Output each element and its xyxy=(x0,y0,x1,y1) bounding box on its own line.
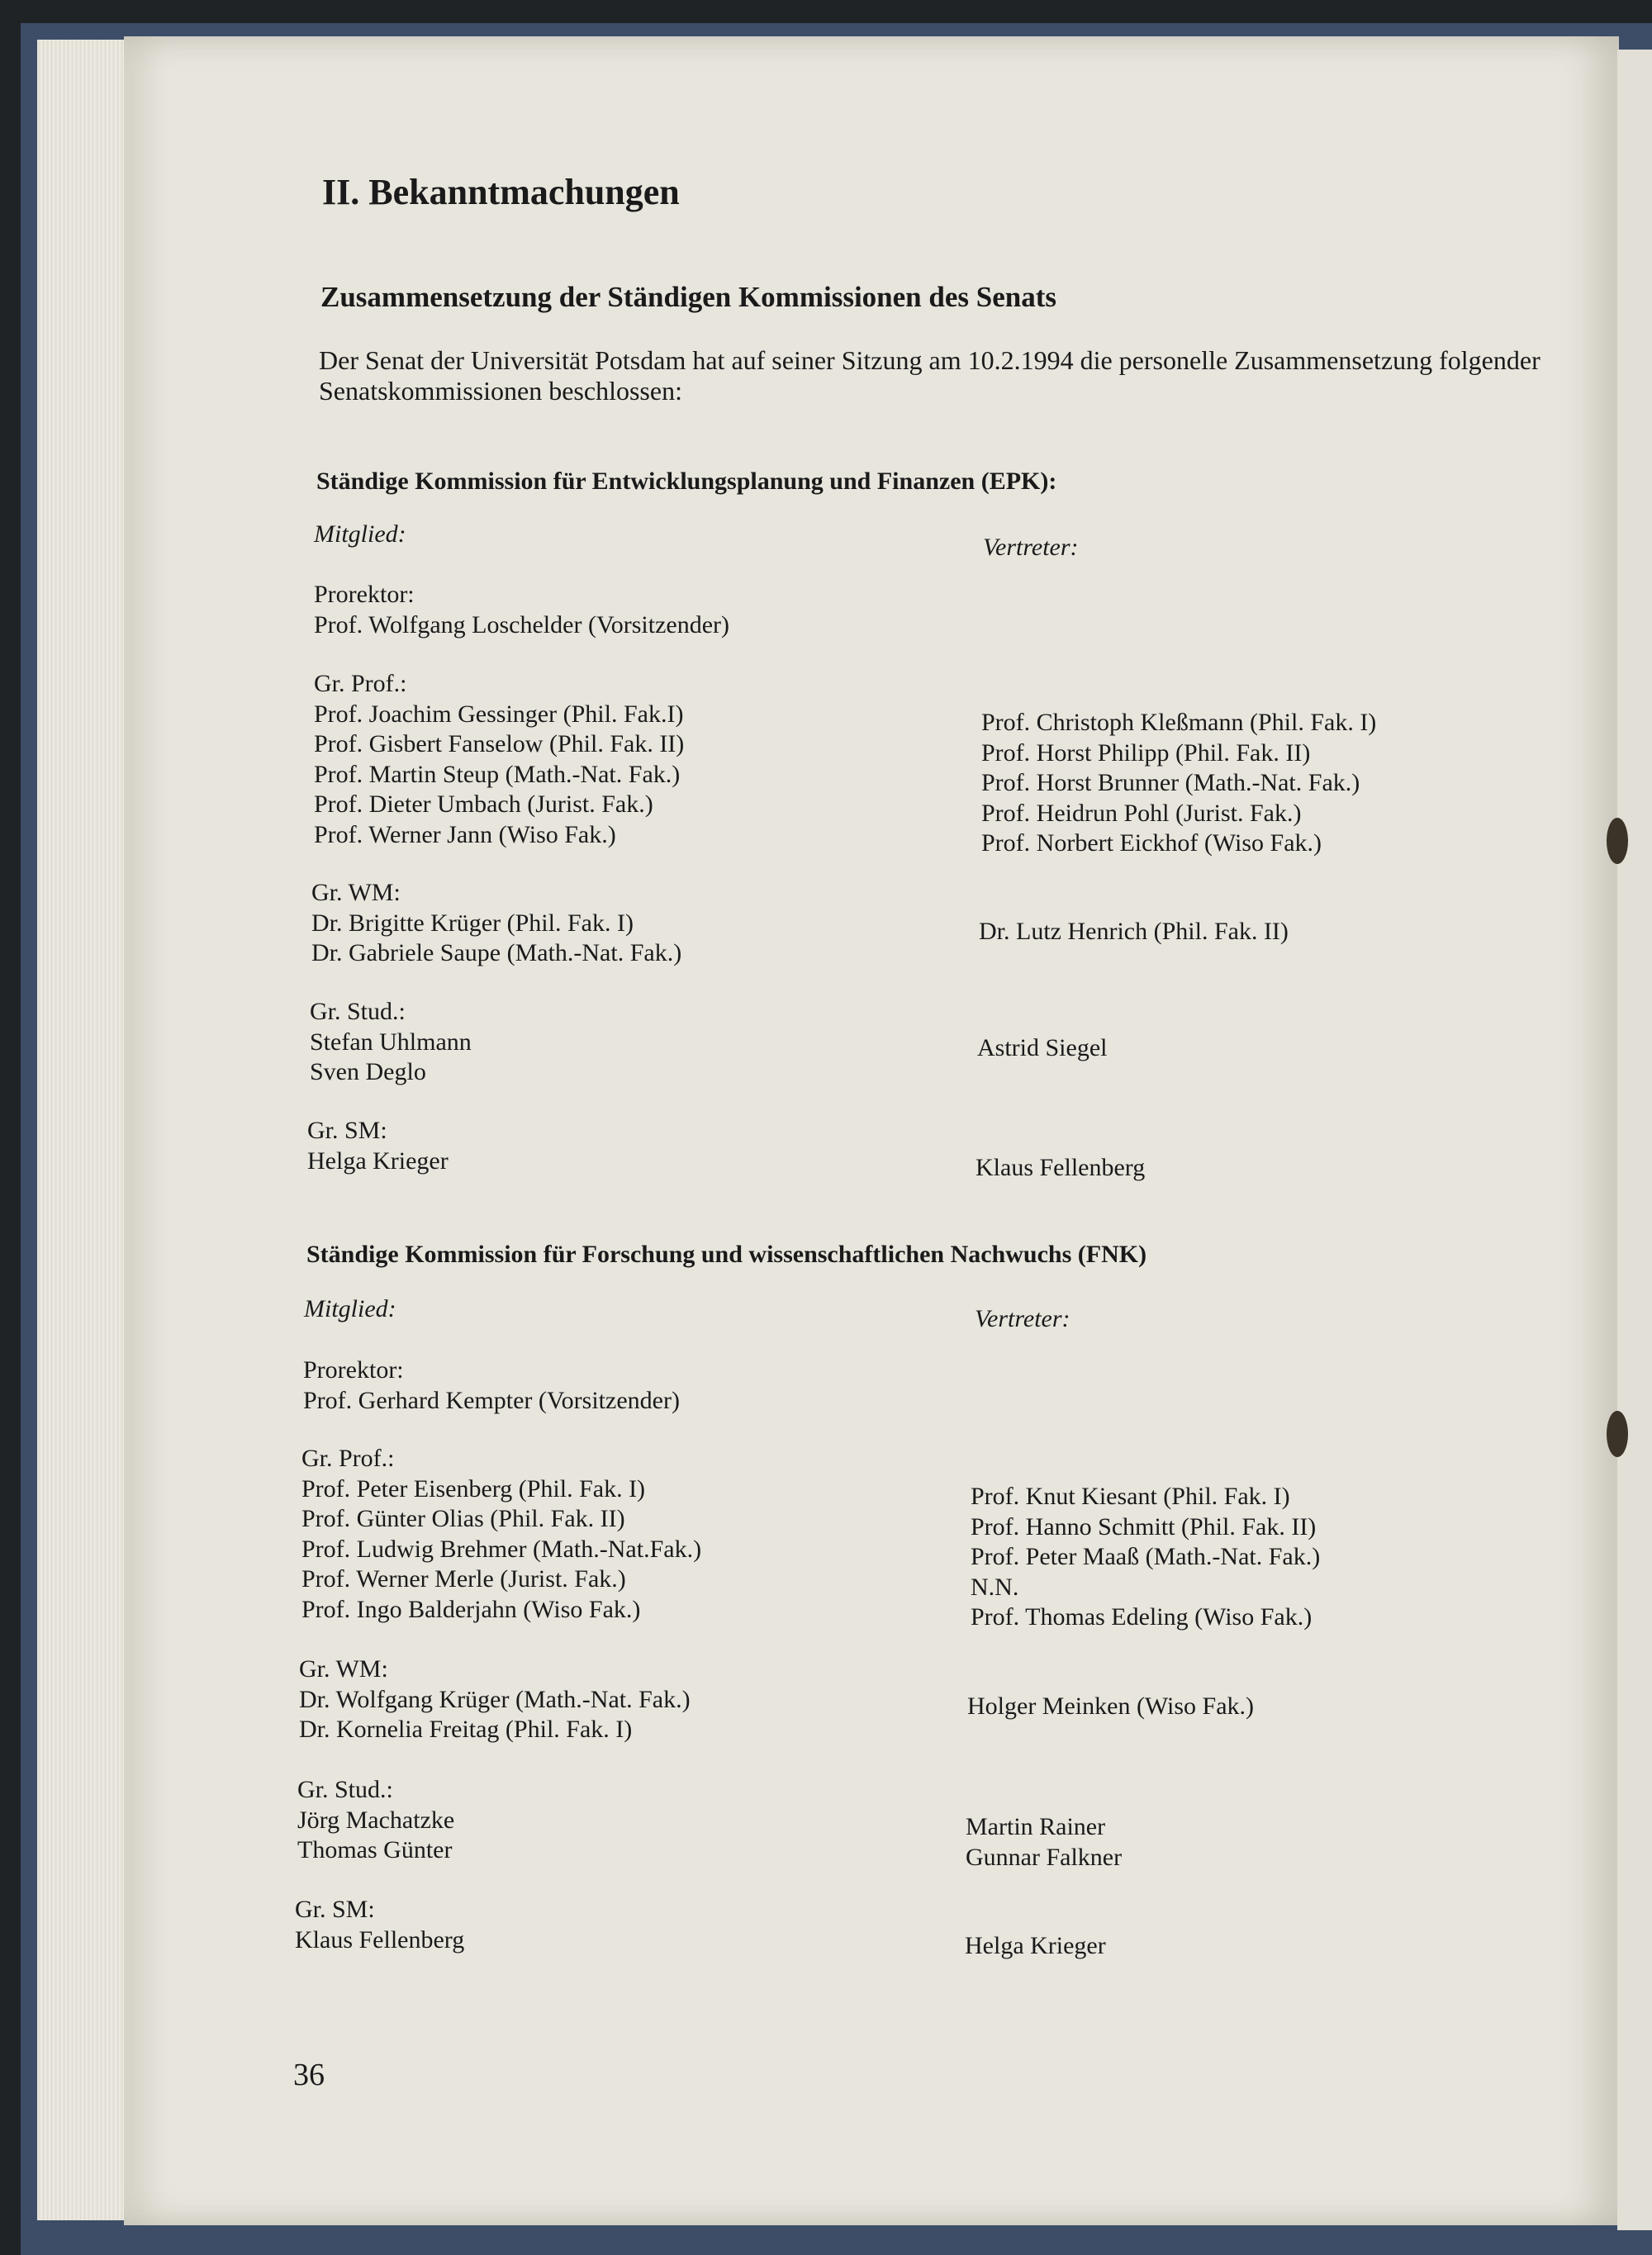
epk-wm-member: Dr. Gabriele Saupe (Math.-Nat. Fak.) xyxy=(311,939,682,966)
epk-prof-deputy: Prof. Norbert Eickhof (Wiso Fak.) xyxy=(981,829,1322,857)
epk-stud-deputies xyxy=(977,1033,1108,1064)
fnk-wm-member: Gr. WM: xyxy=(299,1655,388,1683)
fnk-wm-member: Dr. Kornelia Freitag (Phil. Fak. I) xyxy=(299,1716,633,1743)
epk-sm-member: Gr. SM: xyxy=(307,1117,387,1144)
epk-stud-member: Gr. Stud.: xyxy=(310,998,406,1025)
page-number: 36 xyxy=(293,2058,325,2092)
fnk-prof-member: Prof. Werner Merle (Jurist. Fak.) xyxy=(301,1565,626,1593)
fnk-sm-member: Klaus Fellenberg xyxy=(295,1925,465,1954)
fnk-prof-deputies xyxy=(971,1482,1320,1633)
epk-stud-member: Sven Deglo xyxy=(310,1058,426,1085)
fnk-sm-members xyxy=(295,1895,464,1955)
epk-wm-member: Dr. Brigitte Krüger (Phil. Fak. I) xyxy=(311,909,634,937)
fnk-title: Ständige Kommission für Forschung und wissenschaftlichen Nachwuchs (FNK) xyxy=(306,1241,1147,1268)
binder-ring xyxy=(1607,818,1628,864)
epk-sm-deputy: Klaus Fellenberg xyxy=(976,1154,1146,1181)
intro-line: Senatskommissionen beschlossen: xyxy=(319,376,682,406)
section-subheading: Zusammensetzung der Ständigen Kommissionen des Senats xyxy=(320,281,1056,313)
epk-prof-member: Prof. Joachim Gessinger (Phil. Fak.I) xyxy=(314,700,684,728)
fnk-prof-member: Prof. Ingo Balderjahn (Wiso Fak.) xyxy=(301,1595,641,1623)
fnk-wm-deputy: Holger Meinken (Wiso Fak.) xyxy=(967,1692,1255,1720)
fnk-prof-member: Gr. Prof.: xyxy=(301,1445,395,1472)
fnk-prorektor-line: Prof. Gerhard Kempter (Vorsitzender) xyxy=(303,1386,680,1414)
intro-line: Der Senat der Universität Potsdam hat auf seiner Sitzung am 10.2.1994 die personelle Zusammensetzung folgender xyxy=(319,345,1540,375)
epk-prof-member: Prof. Gisbert Fanselow (Phil. Fak. II) xyxy=(314,730,685,757)
epk-sm-deputies xyxy=(976,1153,1145,1184)
fnk-stud-deputy: Gunnar Falkner xyxy=(966,1843,1123,1871)
epk-prorektor xyxy=(314,580,729,640)
fnk-prof-deputy: N.N. xyxy=(971,1573,1019,1601)
fnk-wm-deputies xyxy=(967,1692,1254,1722)
fnk-prof-member: Prof. Ludwig Brehmer (Math.-Nat.Fak.) xyxy=(301,1535,702,1563)
fnk-prof-members xyxy=(301,1444,701,1625)
fnk-prof-deputy: Prof. Peter Maaß (Math.-Nat. Fak.) xyxy=(971,1543,1321,1570)
epk-wm-deputy: Dr. Lutz Henrich (Phil. Fak. II) xyxy=(979,918,1289,945)
epk-deputy-label: Vertreter: xyxy=(983,534,1079,561)
fnk-deputy-label: Vertreter: xyxy=(975,1305,1070,1332)
fnk-prof-deputy: Prof. Hanno Schmitt (Phil. Fak. II) xyxy=(971,1512,1317,1541)
epk-sm-members xyxy=(307,1116,449,1176)
epk-title: Ständige Kommission für Entwicklungsplanung und Finanzen (EPK): xyxy=(316,468,1057,495)
fnk-stud-deputies xyxy=(966,1812,1122,1873)
next-page-edge xyxy=(1617,50,1652,2230)
epk-sm-member: Helga Krieger xyxy=(307,1146,449,1175)
fnk-prof-deputy: Prof. Thomas Edeling (Wiso Fak.) xyxy=(971,1603,1313,1631)
page-heading: II. Bekanntmachungen xyxy=(322,172,680,212)
epk-prof-members xyxy=(314,669,684,850)
fnk-sm-deputy: Helga Krieger xyxy=(965,1932,1106,1959)
epk-prof-deputy: Prof. Horst Philipp (Phil. Fak. II) xyxy=(981,738,1311,767)
epk-prof-member: Prof. Martin Steup (Math.-Nat. Fak.) xyxy=(314,760,681,788)
epk-wm-members xyxy=(311,878,681,969)
epk-stud-members xyxy=(310,997,472,1088)
epk-wm-deputies xyxy=(979,917,1289,947)
fnk-stud-deputy: Martin Rainer xyxy=(966,1813,1106,1840)
fnk-prof-member: Prof. Günter Olias (Phil. Fak. II) xyxy=(301,1505,625,1532)
page-edges xyxy=(37,40,136,2220)
epk-member-label: Mitglied: xyxy=(314,520,406,548)
fnk-wm-member: Dr. Wolfgang Krüger (Math.-Nat. Fak.) xyxy=(299,1685,691,1713)
epk-prof-member: Prof. Werner Jann (Wiso Fak.) xyxy=(314,820,616,848)
fnk-prorektor xyxy=(303,1355,680,1416)
epk-prof-deputy: Prof. Horst Brunner (Math.-Nat. Fak.) xyxy=(981,769,1360,796)
fnk-prorektor-line: Prorektor: xyxy=(303,1356,404,1384)
intro-paragraph xyxy=(319,345,1540,406)
fnk-stud-member: Thomas Günter xyxy=(297,1836,453,1863)
epk-stud-deputy: Astrid Siegel xyxy=(977,1034,1108,1061)
epk-prof-deputies xyxy=(981,708,1376,859)
binder-ring xyxy=(1607,1411,1628,1457)
epk-prof-member: Prof. Dieter Umbach (Jurist. Fak.) xyxy=(314,790,653,818)
epk-prof-deputy: Prof. Christoph Kleßmann (Phil. Fak. I) xyxy=(981,709,1377,736)
fnk-wm-members xyxy=(299,1654,691,1745)
epk-wm-member: Gr. WM: xyxy=(311,879,401,906)
epk-prorektor-line: Prof. Wolfgang Loschelder (Vorsitzender) xyxy=(314,610,729,639)
epk-prof-deputy: Prof. Heidrun Pohl (Jurist. Fak.) xyxy=(981,799,1302,827)
fnk-stud-members xyxy=(297,1775,454,1866)
epk-prof-member: Gr. Prof.: xyxy=(314,670,407,697)
fnk-prof-deputy: Prof. Knut Kiesant (Phil. Fak. I) xyxy=(971,1483,1290,1510)
fnk-member-label: Mitglied: xyxy=(304,1295,396,1322)
epk-prorektor-line: Prorektor: xyxy=(314,581,415,608)
fnk-sm-deputies xyxy=(965,1931,1106,1962)
fnk-sm-member: Gr. SM: xyxy=(295,1896,375,1923)
fnk-stud-member: Jörg Machatzke xyxy=(297,1806,455,1834)
fnk-prof-member: Prof. Peter Eisenberg (Phil. Fak. I) xyxy=(301,1474,646,1503)
fnk-stud-member: Gr. Stud.: xyxy=(297,1776,393,1803)
epk-stud-member: Stefan Uhlmann xyxy=(310,1028,472,1056)
